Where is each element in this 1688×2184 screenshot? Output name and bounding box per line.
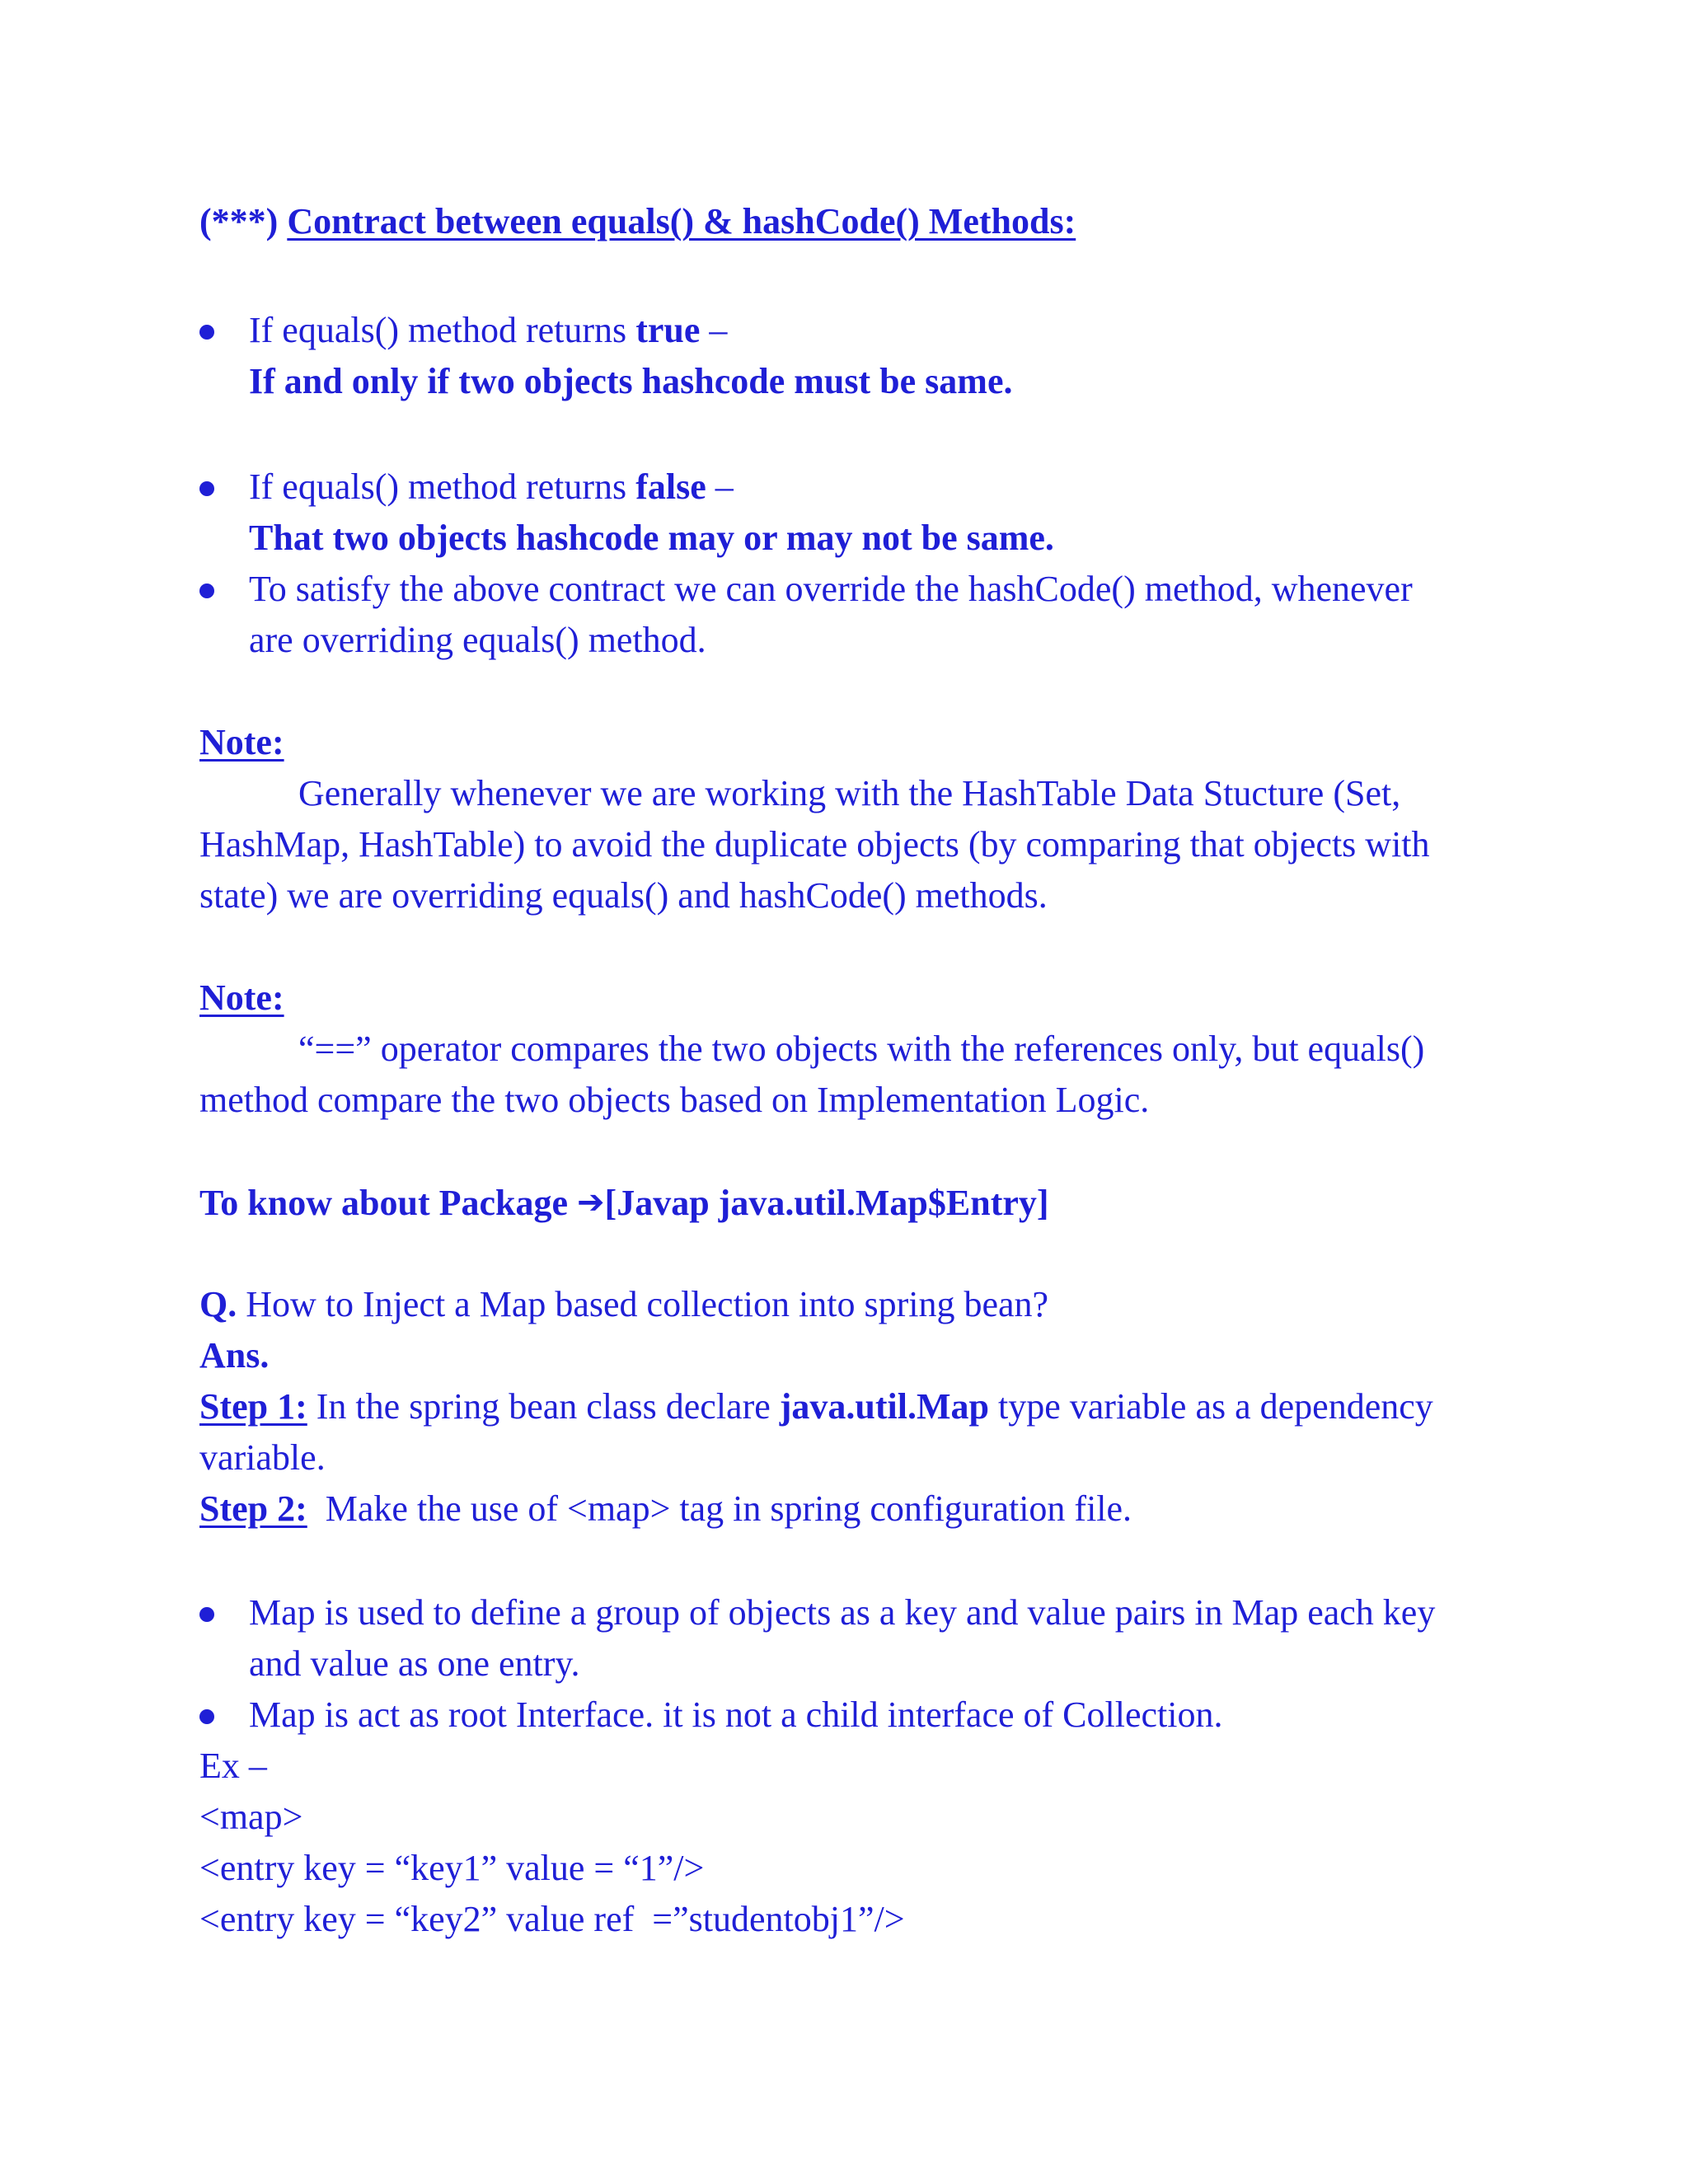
note-2-line1: “==” operator compares the two objects with the references only, but equals() bbox=[298, 1029, 1425, 1069]
step-1-tail: type variable as a dependency bbox=[989, 1386, 1433, 1427]
contract-bullet-2-lead: If equals() method returns bbox=[249, 466, 636, 507]
page-title bbox=[199, 196, 1076, 247]
contract-bullet-1-lead: If equals() method returns bbox=[249, 310, 636, 350]
bullet-dot bbox=[199, 1709, 214, 1724]
package-line bbox=[199, 1177, 1049, 1229]
step-1-line bbox=[199, 1381, 1433, 1432]
question-text: How to Inject a Map based collection into spring bean? bbox=[237, 1284, 1049, 1324]
step-1-type: java.util.Map bbox=[779, 1386, 990, 1427]
note-2-label: Note: bbox=[199, 977, 284, 1018]
contract-bullet-1-tail: – bbox=[700, 310, 728, 350]
step-1-label: Step 1: bbox=[199, 1386, 307, 1427]
step-2-text: Make the use of <map> tag in spring configuration file. bbox=[307, 1488, 1132, 1529]
contract-bullet-1 bbox=[249, 305, 727, 356]
map-bullet-2: Map is act as root Interface. it is not a child interface of Collection. bbox=[249, 1694, 1223, 1735]
bullet-dot bbox=[199, 481, 214, 496]
answer-label: Ans. bbox=[199, 1335, 270, 1376]
contract-bullet-3-line1: To satisfy the above contract we can override the hashCode() method, whenever bbox=[249, 569, 1413, 609]
step-1-lead: In the spring bean class declare bbox=[307, 1386, 780, 1427]
bullet-dot bbox=[199, 583, 214, 598]
bullet-dot bbox=[199, 1607, 214, 1622]
map-bullet-1-line1: Map is used to define a group of objects as a key and value pairs in Map each key bbox=[249, 1592, 1436, 1633]
example-label: Ex – bbox=[199, 1746, 267, 1786]
example-line-1: <map> bbox=[199, 1797, 303, 1837]
contract-bullet-1-rule: If and only if two objects hashcode must be same. bbox=[249, 361, 1013, 401]
note-1-label: Note: bbox=[199, 722, 284, 762]
right-arrow-icon: ➔ bbox=[577, 1183, 605, 1221]
note-1-line1: Generally whenever we are working with the HashTable Data Stucture (Set, bbox=[298, 773, 1401, 813]
note-1-line3: state) we are overriding equals() and hashCode() methods. bbox=[199, 875, 1048, 916]
contract-bullet-2-keyword: false bbox=[635, 466, 706, 507]
contract-bullet-3-line2: are overriding equals() method. bbox=[249, 620, 706, 660]
title-text: Contract between equals() & hashCode() Methods: bbox=[287, 201, 1076, 241]
contract-bullet-2 bbox=[249, 462, 734, 513]
question-label: Q. bbox=[199, 1284, 237, 1324]
step-1-line2: variable. bbox=[199, 1437, 326, 1478]
question-line bbox=[199, 1279, 1048, 1330]
contract-bullet-2-rule: That two objects hashcode may or may not be same. bbox=[249, 518, 1054, 558]
example-line-3: <entry key = “key2” value ref =”studentobj1”/> bbox=[199, 1899, 905, 1939]
contract-bullet-2-tail: – bbox=[706, 466, 734, 507]
map-bullet-1-line2: and value as one entry. bbox=[249, 1643, 580, 1684]
bullet-dot bbox=[199, 325, 214, 340]
package-lead: To know about Package bbox=[199, 1183, 578, 1223]
step-2-line bbox=[199, 1483, 1132, 1535]
contract-bullet-1-keyword: true bbox=[635, 310, 701, 350]
example-line-2: <entry key = “key1” value = “1”/> bbox=[199, 1848, 705, 1888]
note-2-line2: method compare the two objects based on Implementation Logic. bbox=[199, 1080, 1150, 1120]
note-1-line2: HashMap, HashTable) to avoid the duplicate objects (by comparing that objects with bbox=[199, 824, 1430, 865]
package-command: [Javap java.util.Map$Entry] bbox=[604, 1183, 1049, 1223]
step-2-label: Step 2: bbox=[199, 1488, 307, 1529]
title-prefix: (***) bbox=[199, 201, 279, 241]
